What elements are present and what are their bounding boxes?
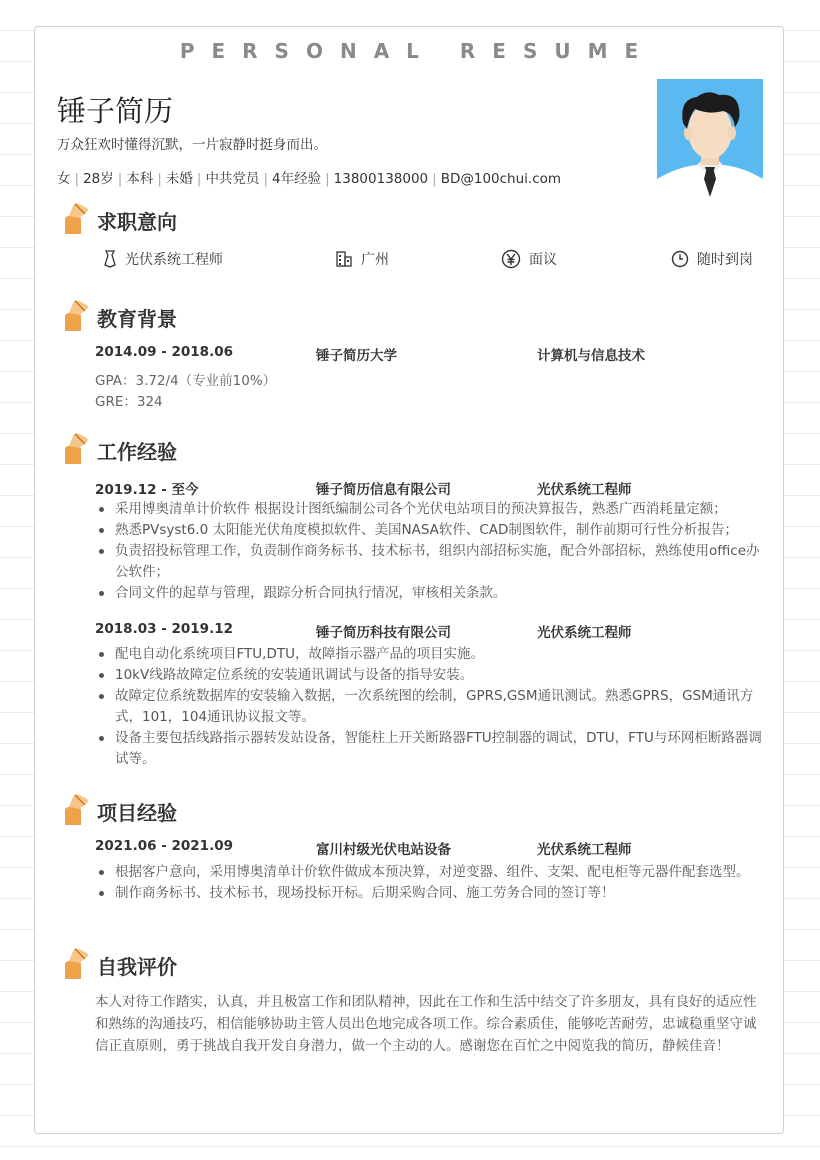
work-period: 2018.03 - 2019.12 xyxy=(95,621,233,637)
intent-salary-text: 面议 xyxy=(529,252,557,268)
section-title-work: 工作经验 xyxy=(97,440,177,464)
intent-arrival-text: 随时到岗 xyxy=(697,252,753,268)
project-period: 2021.06 - 2021.09 xyxy=(95,838,233,854)
project-duties xyxy=(95,862,765,904)
list-item: 负责招投标管理工作，负责制作商务标书、技术标书，组织内部招标实施，配合外部招标，熟练使用office办公软件； xyxy=(95,541,765,583)
section-title-project: 项目经验 xyxy=(97,801,177,825)
education-period: 2014.09 - 2018.06 xyxy=(95,344,233,360)
intent-salary xyxy=(501,249,557,269)
list-item: 故障定位系统数据库的安装输入数据，一次系统图的绘制，GPRS,GSM通讯测试。熟悉GPRS，GSM通讯方式，101，104通讯协议报文等。 xyxy=(95,686,765,728)
degree: 本科 xyxy=(126,171,154,187)
intent-arrival xyxy=(671,249,753,269)
education-gpa: GPA：3.72/4（专业前10%） xyxy=(95,373,277,389)
pen-hand-icon xyxy=(61,202,93,236)
experience-years: 4年经验 xyxy=(272,171,322,187)
pen-hand-icon xyxy=(61,299,93,333)
political-status: 中共党员 xyxy=(205,171,260,187)
yuan-icon xyxy=(501,249,521,269)
phone: 13800138000 xyxy=(333,171,429,187)
intent-city-text: 广州 xyxy=(361,252,389,268)
tie-icon xyxy=(103,250,117,268)
marital-status: 未婚 xyxy=(165,171,193,187)
list-item: 制作商务标书、技术标书，现场投标开标。后期采购合同、施工劳务合同的签订等！ xyxy=(95,883,765,904)
building-icon xyxy=(335,250,353,268)
section-title-intent: 求职意向 xyxy=(97,210,177,234)
resume-card xyxy=(34,26,784,1134)
list-item: 设备主要包括线路指示器转发站设备，智能柱上开关断路器FTU控制器的调试，DTU，FTU与环网柜断路器调试等。 xyxy=(95,728,765,770)
list-item: 配电自动化系统项目FTU,DTU，故障指示器产品的项目实施。 xyxy=(95,644,765,665)
work-company: 锤子简历科技有限公司 xyxy=(316,625,451,641)
email: BD@100chui.com xyxy=(440,171,562,187)
section-title-self: 自我评价 xyxy=(97,955,177,979)
pen-hand-icon xyxy=(61,947,93,981)
candidate-name: 锤子简历 xyxy=(57,94,174,128)
intent-city xyxy=(335,249,389,269)
list-item: 根据客户意向，采用博奥清单计价软件做成本预决算，对逆变器、组件、支架、配电柜等元器件配套选型。 xyxy=(95,862,765,883)
list-item: 采用博奥清单计价软件 根据设计图纸编制公司各个光伏电站项目的预决算报告，熟悉广西消耗量定额； xyxy=(95,499,765,520)
education-school: 锤子简历大学 xyxy=(316,348,397,364)
clock-icon xyxy=(671,250,689,268)
work-period: 2019.12 - 至今 xyxy=(95,482,199,498)
self-evaluation-text: 本人对待工作踏实，认真，并且极富工作和团队精神，因此在工作和生活中结交了许多朋友，具有良好的适应性和熟练的沟通技巧，相信能够协助主管人员出色地完成各项工作。综合素质佳，能够吃苦耐劳，忠诚稳重坚守诚信正直原则，勇于挑战自我开发自身潜力，做一个主动的人。感谢您在百忙之中阅览我的简历，静候佳音！ xyxy=(95,994,757,1054)
avatar-photo xyxy=(657,79,763,197)
list-item: 合同文件的起草与管理，跟踪分析合同执行情况，审核相关条款。 xyxy=(95,583,765,604)
section-title-education: 教育背景 xyxy=(97,307,177,331)
pen-hand-icon xyxy=(61,432,93,466)
age: 28岁 xyxy=(83,171,114,187)
education-gre: GRE：324 xyxy=(95,394,163,410)
intent-position xyxy=(103,249,223,269)
gender: 女 xyxy=(57,171,71,187)
work-2-duties xyxy=(95,644,765,770)
resume-banner: PERSONAL RESUME xyxy=(179,39,656,63)
intent-position-text: 光伏系统工程师 xyxy=(125,252,223,268)
work-company: 锤子简历信息有限公司 xyxy=(316,482,451,498)
candidate-motto: 万众狂欢时懂得沉默，一片寂静时挺身而出。 xyxy=(57,137,327,153)
project-role: 光伏系统工程师 xyxy=(537,842,632,858)
work-1-duties xyxy=(95,499,765,604)
list-item: 熟悉PVsyst6.0 太阳能光伏角度模拟软件、美国NASA软件、CAD制图软件，制作前期可行性分析报告； xyxy=(95,520,765,541)
project-name: 富川村级光伏电站设备 xyxy=(316,842,451,858)
pen-hand-icon xyxy=(61,793,93,827)
list-item: 10kV线路故障定位系统的安装通讯调试与设备的指导安装。 xyxy=(95,665,765,686)
work-title: 光伏系统工程师 xyxy=(537,482,632,498)
basic-info: 女 | 28岁 | 本科 | 未婚 | 中共党员 | 4年经验 | 13800138000 | BD@100chui.com xyxy=(57,171,562,187)
work-title: 光伏系统工程师 xyxy=(537,625,632,641)
education-major: 计算机与信息技术 xyxy=(537,348,645,364)
